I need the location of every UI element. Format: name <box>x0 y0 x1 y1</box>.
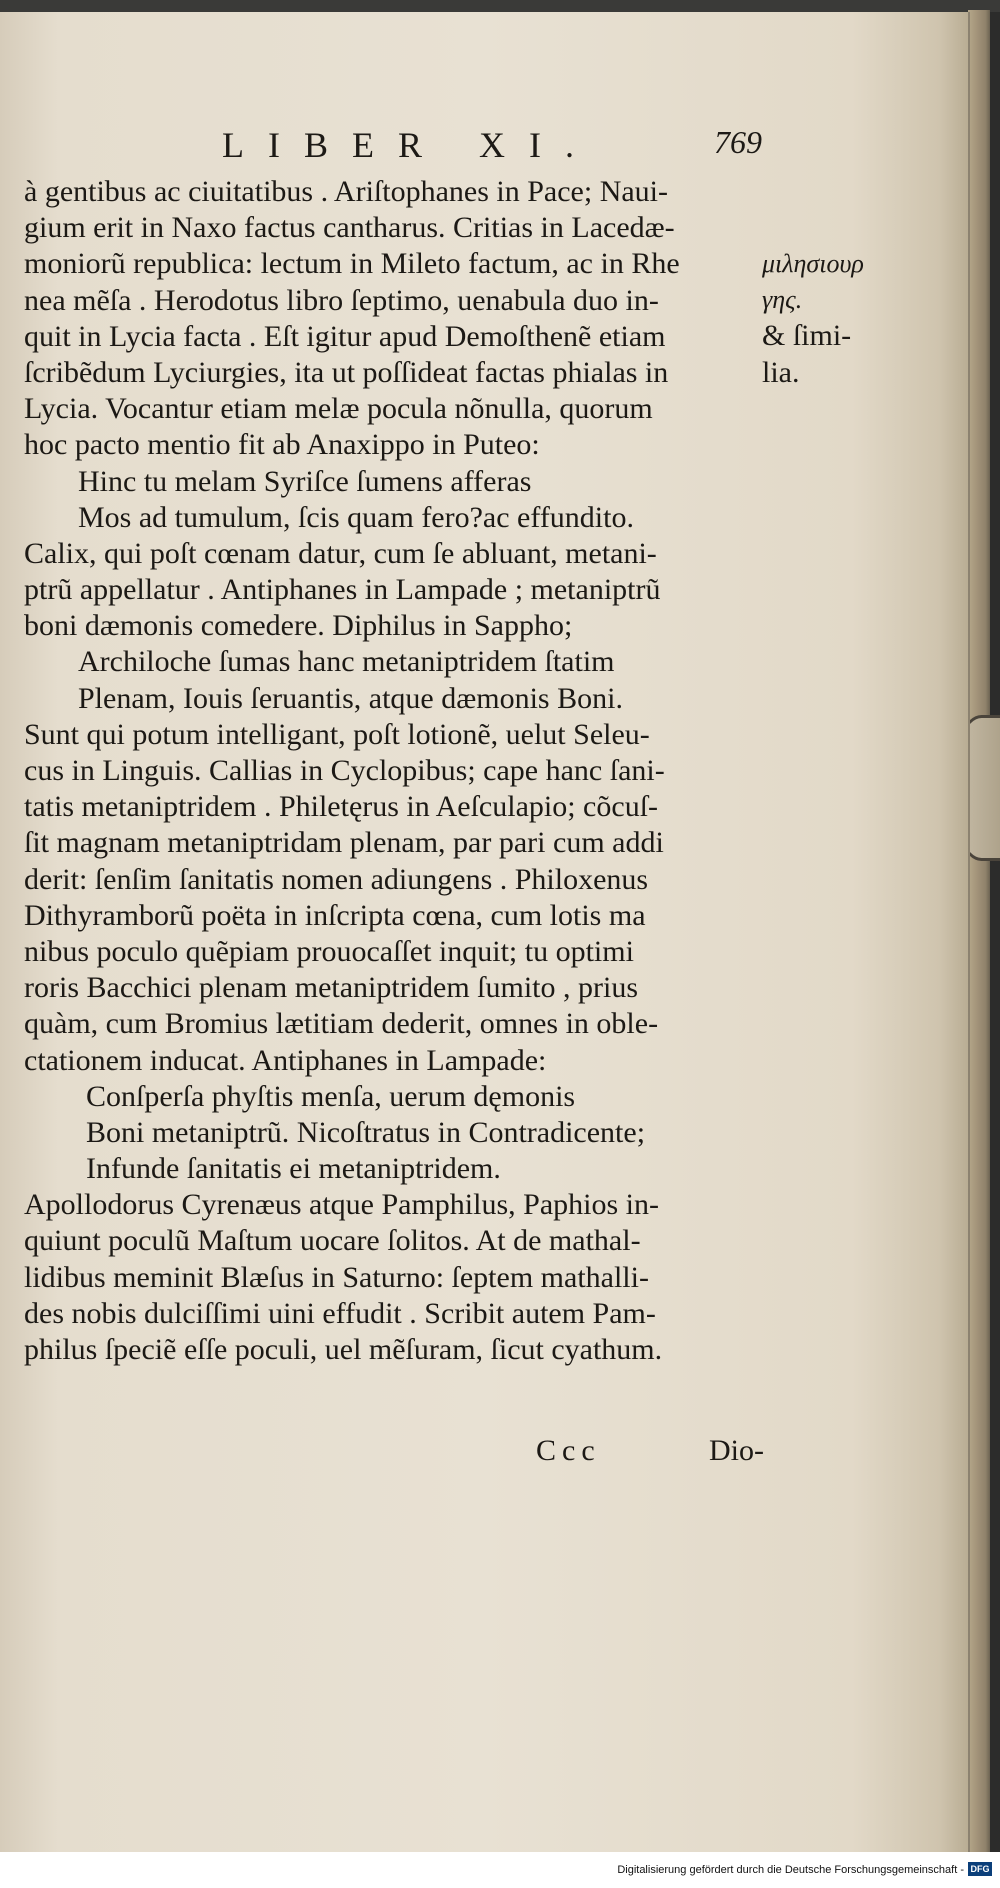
text-line: Calix, qui poſt cœnam datur, cum ſe abluant, metani- <box>24 536 657 570</box>
text-line: Hinc tu melam Syriſce ſumens afferas <box>78 464 532 498</box>
margin-notes <box>762 246 882 391</box>
signature-mark: Ccc <box>536 1434 601 1467</box>
text-line: quiunt poculũ Maſtum uocare ſolitos. At de mathal- <box>24 1224 641 1258</box>
text-line: à gentibus ac ciuitatibus . Ariſtophanes in Pace; Naui- <box>24 175 669 208</box>
margin-note: γης. <box>762 285 803 315</box>
running-head: LIBER XI. <box>222 125 598 165</box>
text-line: Boni metaniptrũ. Nicoſtratus in Contradicente; <box>86 1115 646 1149</box>
catchword-line <box>24 1434 764 1474</box>
margin-note: & ſimi- <box>762 319 852 353</box>
text-line: Archiloche ſumas hanc metaniptridem ſtatim <box>78 645 615 679</box>
text-line: lidibus meminit Blæſus in Saturno: ſeptem mathalli- <box>24 1260 649 1294</box>
text-line: derit: ſenſim ſanitatis nomen adiungens . Philoxenus <box>24 862 649 896</box>
page-header <box>222 124 762 168</box>
text-line: ptrũ appellatur . Antiphanes in Lampade ; metaniptrũ <box>24 573 661 607</box>
text-line: Apollodorus Cyrenæus atque Pamphilus, Paphios in- <box>24 1188 659 1222</box>
text-line: ſit magnam metaniptridam plenam, par pari cum addi <box>24 826 664 860</box>
book-page-edge <box>968 10 990 1856</box>
text-line: philus ſpeciẽ eſſe poculi, uel mẽſuram, ſicut cyathum. <box>24 1333 663 1366</box>
text-line: Infunde ſanitatis ei metaniptridem. <box>86 1152 501 1186</box>
digitization-footer <box>0 1852 1000 1888</box>
text-line: boni dæmonis comedere. Diphilus in Sappho; <box>24 609 573 643</box>
text-line: quit in Lycia facta . Eſt igitur apud Demoſthenẽ etiam <box>24 319 666 353</box>
page-number: 769 <box>714 124 762 160</box>
text-line: tatis metaniptridem . Philetęrus in Aeſculapio; cõcuſ- <box>24 790 659 824</box>
text-line: moniorũ republica: lectum in Mileto factum, ac in Rhe <box>24 247 680 281</box>
text-line: nibus poculo quẽpiam prouocaſſet inquit; tu optimi <box>24 934 634 968</box>
text-line: des nobis dulciſſimi uini effudit . Scribit autem Pam- <box>24 1296 656 1330</box>
dfg-logo: DFG <box>968 1862 992 1876</box>
margin-note: lia. <box>762 355 800 389</box>
book-page <box>0 12 970 1852</box>
scan-top-border <box>0 0 1000 12</box>
margin-note: μιλησιουρ <box>762 249 864 278</box>
text-line: Lycia. Vocantur etiam melæ pocula nõnulla, quorum <box>24 392 653 426</box>
text-line: gium erit in Naxo factus cantharus. Critias in Lacedæ- <box>24 211 675 245</box>
text-line: nea mẽſa . Herodotus libro ſeptimo, uenabula duo in- <box>24 283 659 317</box>
text-line: Plenam, Iouis ſeruantis, atque dæmonis Boni. <box>78 681 623 715</box>
text-line: Conſperſa phyſtis menſa, uerum dęmonis <box>86 1079 576 1113</box>
footer-credit: Digitalisierung gefördert durch die Deutsche Forschungsgemeinschaft - <box>617 1864 964 1876</box>
text-line: hoc pacto mentio fit ab Anaxippo in Puteo: <box>24 428 540 462</box>
body-text <box>24 174 784 1368</box>
text-line: roris Bacchici plenam metaniptridem ſumito , prius <box>24 971 639 1005</box>
text-line: ſcribẽdum Lyciurgies, ita ut poſſideat factas phialas in <box>24 355 669 389</box>
text-line: Sunt qui potum intelligant, poſt lotionẽ, uelut Seleu- <box>24 717 650 751</box>
text-line: cus in Linguis. Callias in Cyclopibus; cape hanc ſani- <box>24 754 665 787</box>
text-line: quàm, cum Bromius lætitiam dederit, omnes in oble- <box>24 1007 659 1041</box>
text-line: Mos ad tumulum, ſcis quam fero?ac effundito. <box>78 500 634 534</box>
catchword: Dio- <box>709 1434 764 1467</box>
text-line: Dithyramborũ poëta in inſcripta cœna, cum lotis ma <box>24 898 646 932</box>
text-line: ctationem inducat. Antiphanes in Lampade: <box>24 1043 547 1077</box>
